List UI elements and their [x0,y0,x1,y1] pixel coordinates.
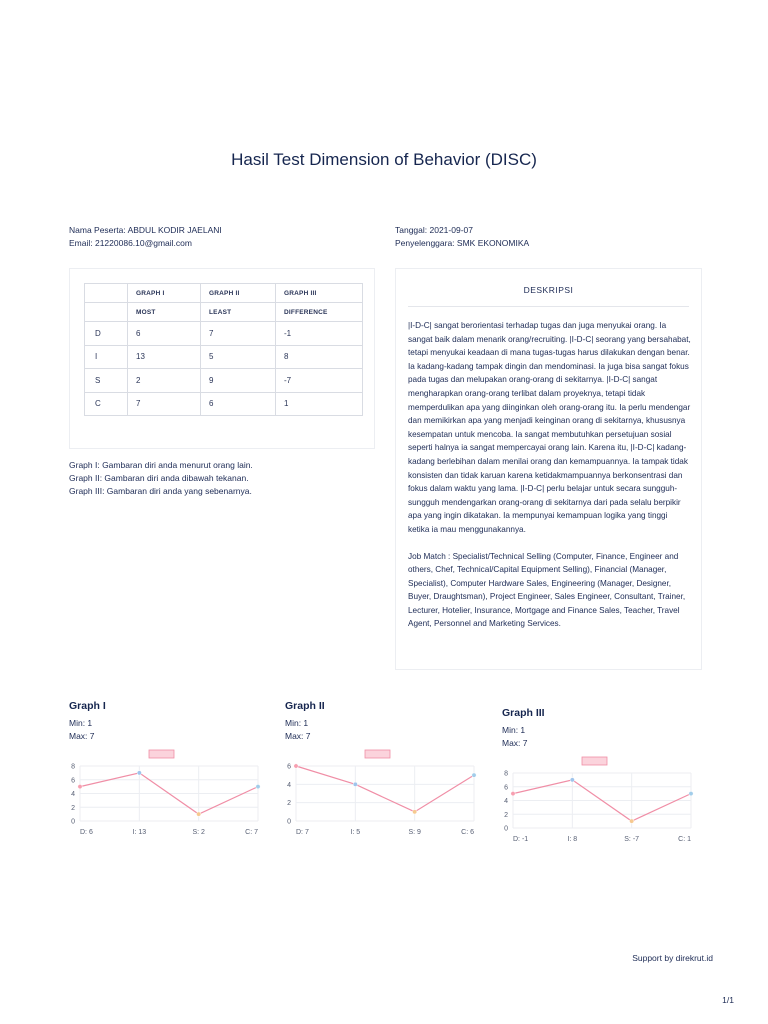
table-cell: 6 [128,322,201,346]
graph-note: Graph III: Gambaran diri anda yang sebenarnya. [69,486,252,496]
job-match-paragraph: Job Match : Specialist/Technical Selling (Computer, Finance, Engineer and others, Chef, Technical/Capital Equipment Selling), Financial (Manager, Specialist), Computer Hardware Sales, Engineering (Manager, Designer, Buyer, Draughtsman), Project Engineer, Sales Engineer, Consultant, Trainer, Lecturer, Hotelier, Insurance, Mortgage and Finance Sales, Teacher, Travel Agent, Personnel and Marketing Services. [408,551,686,629]
y-tick-label: 6 [71,777,75,785]
data-point [78,784,82,788]
x-tick-label: S: 9 [408,829,421,836]
table-cell: I [85,345,128,369]
graph-max: Max: 7 [69,731,95,741]
table-cell: C [85,392,128,416]
legend-swatch [149,750,174,758]
y-tick-label: 4 [287,781,291,789]
description-panel [395,268,702,670]
table-row [85,345,363,369]
data-point [294,764,298,768]
y-tick-label: 0 [71,818,75,826]
test-organizer: Penyelenggara: SMK EKONOMIKA [395,238,530,248]
table-cell: 7 [128,392,201,416]
participant-email: Email: 21220086.10@gmail.com [69,238,192,248]
table-header-cell [85,284,128,303]
description-heading: DESKRIPSI [523,285,574,295]
page-title: Hasil Test Dimension of Behavior (DISC) [231,150,537,169]
table-header-cell: GRAPH I [128,284,201,303]
description-paragraph: |I-D-C| sangat berorientasi terhadap tugas dan juga menyukai orang. Ia sangat baik dalam menarik orang/recruiting. |I-D-C| seorang yang bersahabat, tetapi menyukai keadaan di mana tugas-tugas harus dilakukan dengan benar. Ia kadang-kadang tampak dingin dan mendominasi. Ia juga bisa sangat fokus pada tugas dan melupakan orang-orang di sekitarnya. |I-D-C| sangat mengharapkan orang-orang terlibat dalam proyeknya, tetapi tidak memperdulikan apa yang diinginkan oleh orang-orang itu. Ia perlu mendengar dan memikirkan apa yang menjadi keinginan orang di sekitarnya, khususnya kesempatan untuk mencoba. Ia sangat membutuhkan persetujuan sosial seperti halnya ia sangat mempercayai orang lain. Karena itu, |I-D-C| kadang-kadang berlebihan dalam menilai orang dan kemampuannya. Ia tampak tidak konsisten dan tidak karuan karena ketidakmampuannya berkonsentrasi dan fokus dalam waktu yang lama. |I-D-C| perlu belajar untuk secara sungguh-sungguh mendengarkan orang-orang di sekitarnya dari pada selalu berpikir apa yang ingin dikatakan. Ia mempunyai kemampuan logika yang tinggi ketika ia mau menggunakannya. [408,321,691,534]
table-cell: 6 [201,392,276,416]
divider [408,306,689,307]
y-tick-label: 2 [71,804,75,812]
table-cell: 9 [201,369,276,393]
data-point [196,812,200,816]
graph-2 [285,700,480,840]
graph-min: Min: 1 [69,718,93,728]
graph-min: Min: 1 [502,725,526,735]
table-cell: -1 [276,322,363,346]
x-tick-label: S: -7 [624,836,640,843]
table-header-cell: GRAPH II [201,284,276,303]
table-header-cell: GRAPH III [276,284,363,303]
table-cell: 8 [276,345,363,369]
series-line [296,766,474,812]
table-row [85,392,363,416]
x-tick-label: D: -1 [513,836,529,843]
graph-2-chart [285,748,480,840]
x-tick-label: C: 6 [461,829,474,836]
table-cell: 2 [128,369,201,393]
x-tick-label: D: 7 [296,829,309,836]
table-header-cell: LEAST [201,303,276,322]
data-point [353,782,357,786]
y-tick-label: 0 [287,818,291,826]
y-tick-label: 8 [71,763,75,771]
graph-max: Max: 7 [502,738,528,748]
data-point [629,819,633,823]
description-body [408,319,691,644]
y-tick-label: 6 [504,784,508,792]
y-tick-label: 2 [287,800,291,808]
x-tick-label: C: 7 [245,829,258,836]
participant-name: Nama Peserta: ABDUL KODIR JAELANI [69,225,222,235]
y-tick-label: 4 [504,798,508,805]
data-point [689,791,693,795]
y-tick-label: 6 [287,763,291,771]
table-cell: S [85,369,128,393]
graph-notes [69,459,253,498]
table-cell: 5 [201,345,276,369]
table-cell: -7 [276,369,363,393]
data-point [511,791,515,795]
graph-title: Graph I [69,700,106,712]
graph-3-chart [502,755,697,847]
graph-note: Graph II: Gambaran diri anda dibawah tekanan. [69,473,249,483]
graph-note: Graph I: Gambaran diri anda menurut orang lain. [69,460,253,470]
table-header-cell [85,303,128,322]
table-cell: D [85,322,128,346]
y-tick-label: 2 [504,811,508,819]
table-header-cell: DIFFERENCE [276,303,363,322]
table-row [85,369,363,393]
support-credit: Support by direkrut.id [632,953,713,963]
page-number: 1/1 [722,995,734,1005]
table-cell: 1 [276,392,363,416]
data-point [570,778,574,782]
graph-max: Max: 7 [285,731,311,741]
participant-info [69,224,222,250]
graph-1-chart [69,748,264,840]
x-tick-label: I: 8 [567,836,578,843]
data-point [412,810,416,814]
y-tick-label: 4 [71,791,75,798]
x-tick-label: C: 1 [678,836,691,843]
table-subheader-row [85,303,363,322]
y-tick-label: 0 [504,825,508,833]
x-tick-label: D: 6 [80,829,93,836]
data-point [137,771,141,775]
x-tick-label: I: 13 [132,829,147,836]
data-point [472,773,476,777]
legend-swatch [365,750,390,758]
graph-1 [69,700,264,840]
test-info [395,224,529,250]
graph-title: Graph III [502,707,545,719]
graph-title: Graph II [285,700,325,712]
score-table-panel [69,268,375,449]
test-date: Tanggal: 2021-09-07 [395,225,473,235]
table-cell: 7 [201,322,276,346]
table-header-row [85,284,363,303]
graph-min: Min: 1 [285,718,309,728]
graph-3 [502,707,697,847]
legend-swatch [582,757,607,765]
table-row [85,322,363,346]
score-table [84,283,363,416]
y-tick-label: 8 [504,770,508,778]
x-tick-label: S: 2 [192,829,205,836]
x-tick-label: I: 5 [350,829,361,836]
table-cell: 13 [128,345,201,369]
data-point [256,784,260,788]
table-header-cell: MOST [128,303,201,322]
